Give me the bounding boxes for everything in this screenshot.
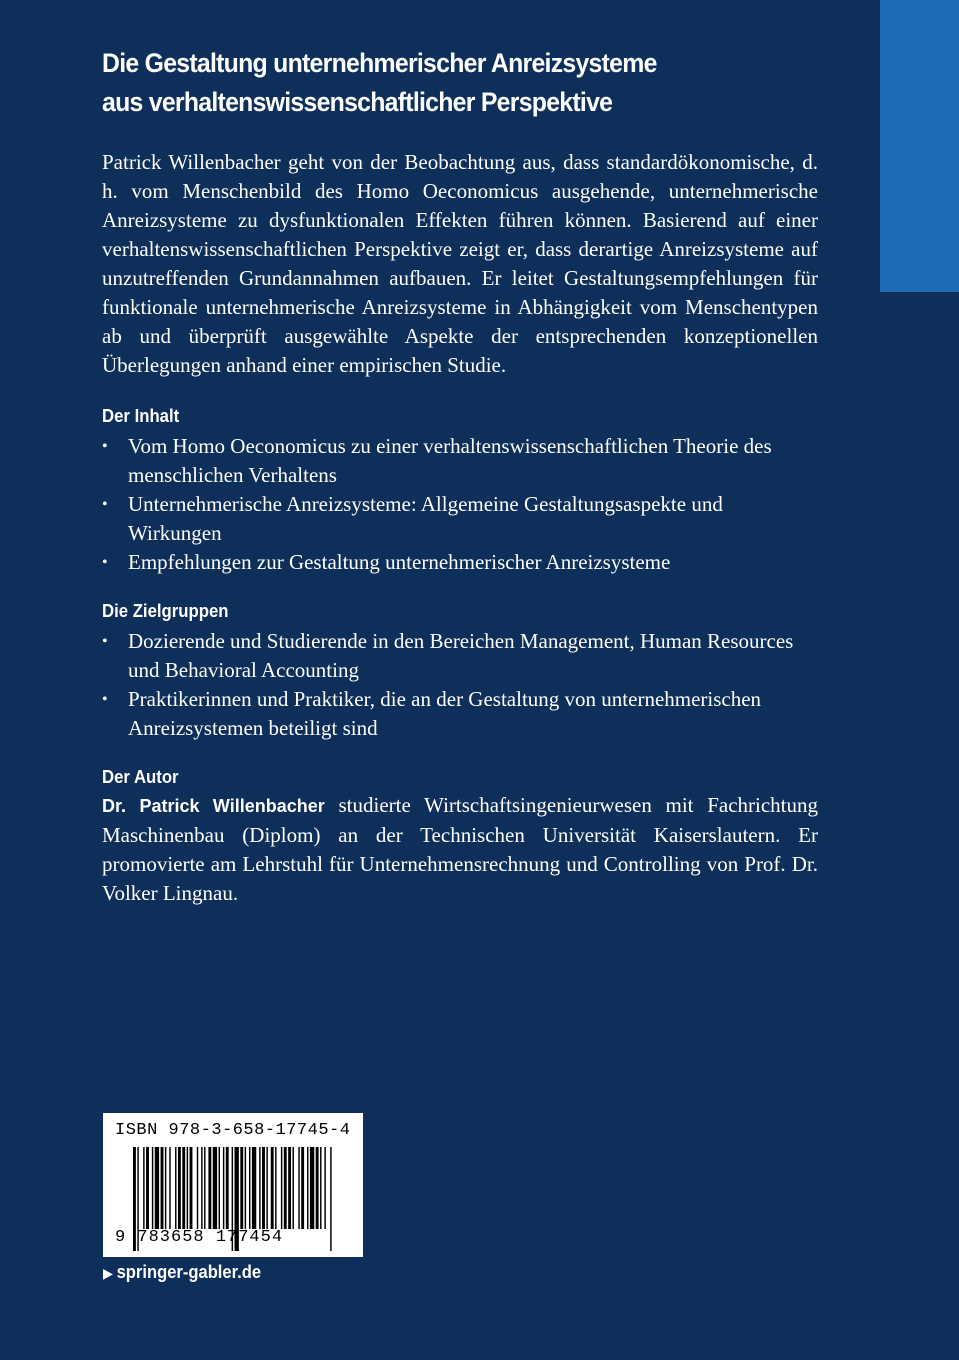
barcode-bar (165, 1147, 166, 1229)
barcode-bar (213, 1147, 217, 1229)
list-item: • Dozierende und Studierende in den Bereichen Management, Human Resources und Behavioral Accounting (102, 627, 818, 685)
barcode-bar (320, 1147, 321, 1229)
barcode-bar (178, 1147, 181, 1229)
barcode-bar (187, 1147, 188, 1229)
title-line-2: aus verhaltenswissenschaftlicher Perspektive (102, 87, 613, 117)
barcode-bar (204, 1147, 205, 1229)
barcode-bar (307, 1147, 308, 1229)
website-link[interactable] (103, 1262, 261, 1283)
barcode-bar (245, 1147, 246, 1229)
barcode-bar (262, 1147, 265, 1229)
barcode-bar (324, 1147, 325, 1229)
barcode-bar (201, 1147, 202, 1229)
barcode-bar (169, 1147, 170, 1229)
intro-paragraph: Patrick Willenbacher geht von der Beobachtung aus, dass standardökonomische, d. h. vom Menschenbild des Homo Oeconomicus ausgehende, unternehmerische Anreizsysteme zu dysfunktionalen Effekten führen können. Basierend auf einer verhaltenswissenschaftlichen Perspektive zeigt er, dass derartige Anreizsysteme auf unzutreffenden Grundannahmen aufbauen. Er leitet Gestaltungsempfehlungen für funktionale unternehmerische Anreizsysteme in Abhängigkeit vom Menschentypen ab und überprüft ausgewählte Aspekte der entsprechenden konzeptionellen Überlegungen anhand einer empirischen Studie. (102, 150, 818, 377)
list-item: • Unternehmerische Anreizsysteme: Allgemeine Gestaltungsaspekte und Wirkungen (102, 490, 818, 548)
barcode-bar (223, 1147, 224, 1229)
barcode-bar (219, 1147, 220, 1229)
list-item: • Empfehlungen zur Gestaltung unternehmerischer Anreizsysteme (102, 548, 818, 577)
barcode-bar (316, 1147, 319, 1229)
author-bio: studierte Wirtschaftsingenieurwesen mit Fachrichtung Maschinenbau (Diplom) an der Technischen Universität Kaiserslautern. Er promovierte am Lehrstuhl für Unternehmensrechnung und Controlling von Prof. Dr. Volker Lingnau. (102, 793, 819, 905)
isbn-label: ISBN 978-3-658-17745-4 (115, 1121, 351, 1140)
barcode-bar (266, 1147, 267, 1229)
accent-bar (880, 0, 959, 292)
section-zielgruppen (102, 599, 818, 743)
barcode-bar (252, 1147, 256, 1229)
barcode-bar (146, 1147, 149, 1229)
barcode-bar (197, 1147, 198, 1229)
barcode-bar (182, 1147, 185, 1229)
website-text: springer-gabler.de (116, 1262, 262, 1282)
zielgruppen-list (102, 627, 818, 743)
barcode-bar (143, 1147, 144, 1229)
section-autor (102, 765, 818, 908)
section-heading-zielgruppen: Die Zielgruppen (102, 601, 229, 621)
barcode-bar (275, 1147, 276, 1229)
barcode-bar (208, 1147, 211, 1229)
barcode-bar (330, 1147, 331, 1251)
barcode-bar (240, 1147, 243, 1229)
isbn-barcode (103, 1113, 363, 1257)
barcode-bar (310, 1147, 314, 1229)
book-title (102, 44, 761, 122)
barcode-bar (249, 1147, 250, 1229)
inhalt-list (102, 432, 818, 577)
barcode-bar (301, 1147, 304, 1229)
barcode-bar (284, 1147, 287, 1229)
barcode-bar (259, 1147, 260, 1229)
barcode-bar (226, 1147, 229, 1229)
play-arrow-icon: ▶ (103, 1265, 113, 1281)
barcode-bar (281, 1147, 282, 1229)
author-name: Dr. Patrick Willenbacher (102, 796, 325, 816)
barcode-bar (288, 1147, 291, 1229)
list-item: • Vom Homo Oeconomicus zu einer verhaltenswissenschaftlichen Theorie des menschlichen Verhaltens (102, 432, 818, 490)
section-heading-autor: Der Autor (102, 767, 179, 787)
barcode-bar (161, 1147, 164, 1229)
section-heading-inhalt: Der Inhalt (102, 406, 180, 426)
barcode-bar (271, 1147, 274, 1229)
list-item: • Praktikerinnen und Praktiker, die an der Gestaltung von unternehmerischen Anreizsystemen beteiligt sind (102, 685, 818, 743)
barcode-bar (298, 1147, 299, 1229)
barcode-bar (155, 1147, 159, 1229)
barcode-bar (190, 1147, 193, 1229)
back-cover-content (102, 44, 818, 908)
title-line-1: Die Gestaltung unternehmerischer Anreizsysteme (102, 48, 657, 78)
barcode-bar (175, 1147, 176, 1229)
barcode-bar (293, 1147, 294, 1229)
barcode-bar (152, 1147, 153, 1229)
section-inhalt (102, 404, 818, 577)
barcode-digits: 9 783658 177454 (115, 1228, 284, 1247)
author-paragraph (102, 791, 818, 908)
